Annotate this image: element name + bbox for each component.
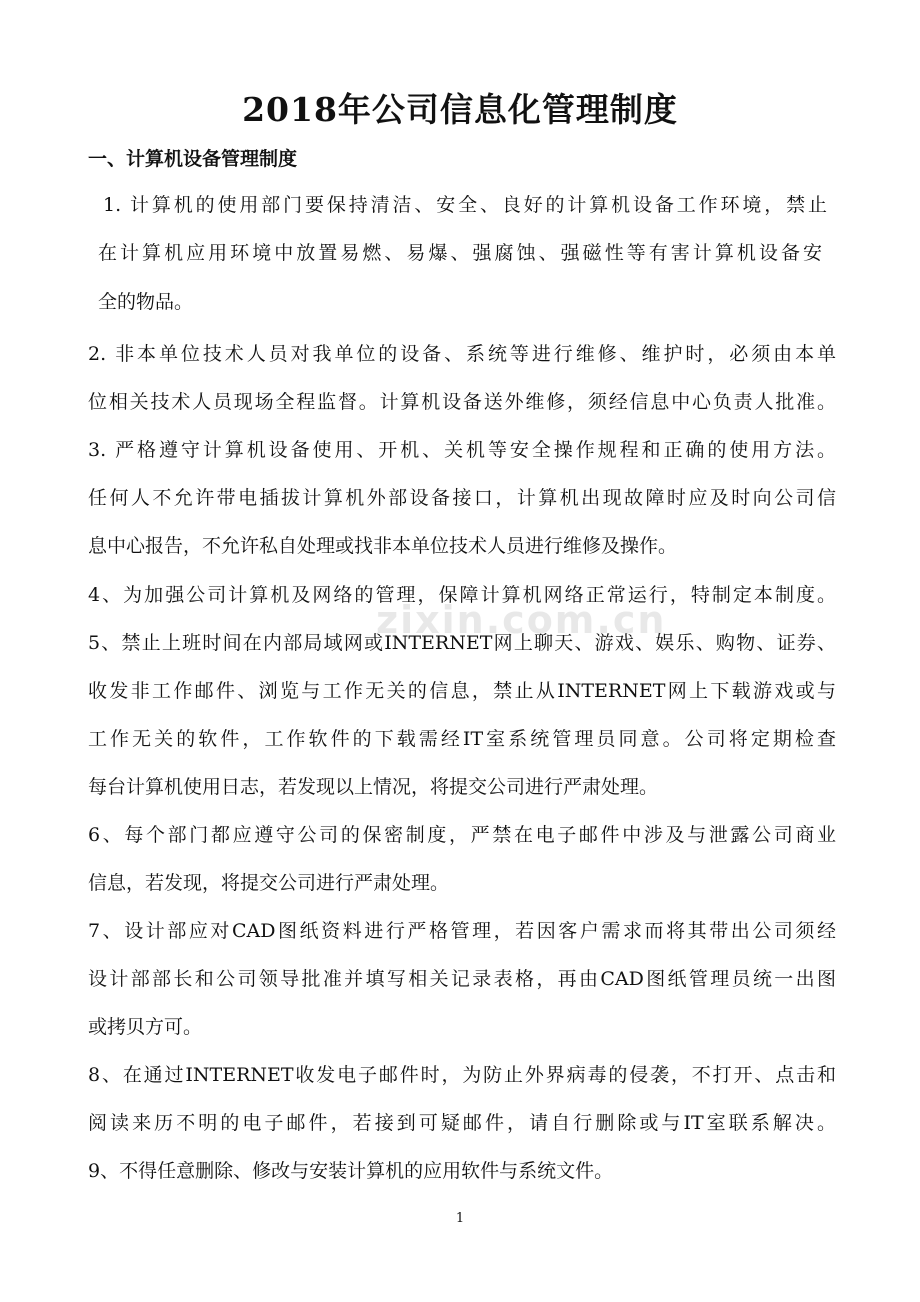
- body-line: 1. 计算机的使用部门要保持清洁、安全、良好的计算机设备工作环境，禁止: [103, 194, 827, 216]
- body-line: 每台计算机使用日志，若发现以上情况，将提交公司进行严肃处理。: [88, 776, 659, 798]
- body-line: 信息，若发现，将提交公司进行严肃处理。: [88, 872, 450, 894]
- body-line: 任何人不允许带电插拔计算机外部设备接口，计算机出现故障时应及时向公司信: [88, 487, 836, 509]
- body-line: 在计算机应用环境中放置易燃、易爆、强腐蚀、强磁性等有害计算机设备安: [98, 242, 822, 264]
- body-line: 2. 非本单位技术人员对我单位的设备、系统等进行维修、维护时，必须由本单: [88, 343, 836, 365]
- body-line: 收发非工作邮件、浏览与工作无关的信息，禁止从INTERNET网上下载游戏或与: [88, 680, 836, 702]
- body-line: 7、设计部应对CAD图纸资料进行严格管理，若因客户需求而将其带出公司须经: [88, 920, 836, 942]
- body-line: 位相关技术人员现场全程监督。计算机设备送外维修，须经信息中心负责人批准。: [88, 391, 836, 413]
- body-line: 或拷贝方可。: [88, 1016, 203, 1038]
- body-line: 阅读来历不明的电子邮件，若接到可疑邮件，请自行删除或与IT室联系解决。: [88, 1112, 836, 1134]
- body-line: 设计部部长和公司领导批准并填写相关记录表格，再由CAD图纸管理员统一出图: [88, 968, 836, 990]
- body-line: 8、在通过INTERNET收发电子邮件时，为防止外界病毒的侵袭，不打开、点击和: [88, 1064, 836, 1086]
- body-line: 息中心报告，不允许私自处理或找非本单位技术人员进行维修及操作。: [88, 535, 678, 557]
- body-line: 3. 严格遵守计算机设备使用、开机、关机等安全操作规程和正确的使用方法。: [88, 439, 836, 461]
- section-heading: 一、计算机设备管理制度: [88, 148, 298, 170]
- page-number: 1: [455, 1211, 465, 1226]
- watermark: zixin.com.cn: [376, 598, 667, 642]
- body-line: 6、每个部门都应遵守公司的保密制度，严禁在电子邮件中涉及与泄露公司商业: [88, 824, 836, 846]
- body-line: 全的物品。: [98, 291, 194, 313]
- document-title: 2018年公司信息化管理制度: [242, 90, 678, 129]
- body-line: 5、禁止上班时间在内部局域网或INTERNET网上聊天、游戏、娱乐、购物、证券、: [88, 632, 836, 654]
- body-line: 9、不得任意删除、修改与安装计算机的应用软件与系统文件。: [88, 1160, 614, 1182]
- body-line: 工作无关的软件，工作软件的下载需经IT室系统管理员同意。公司将定期检查: [88, 728, 836, 750]
- body-line: 4、为加强公司计算机及网络的管理，保障计算机网络正常运行，特制定本制度。: [88, 584, 836, 606]
